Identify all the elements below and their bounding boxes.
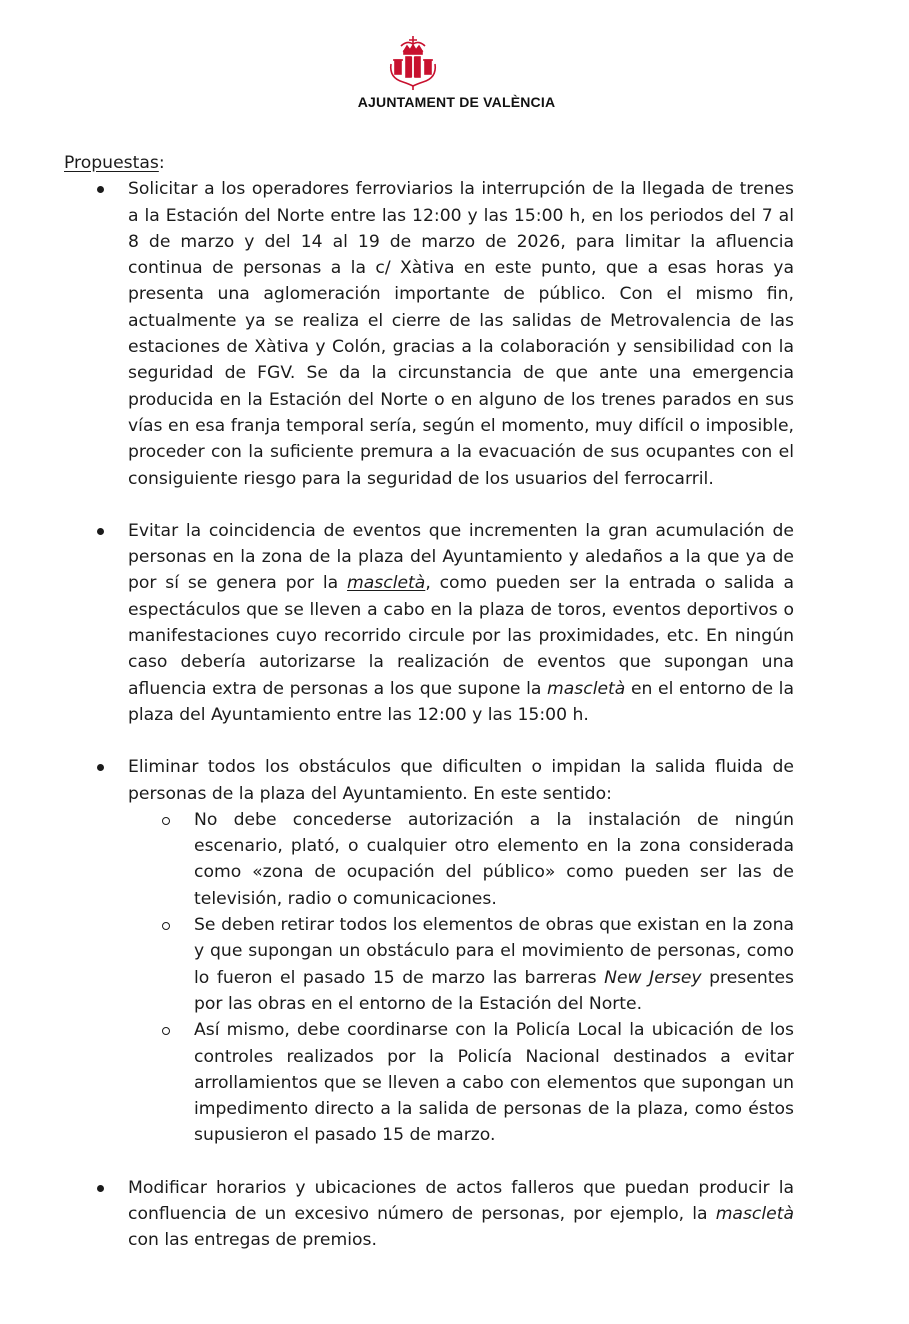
emphasis-text: mascletà (547, 678, 626, 699)
emphasis-text: New Jersey (604, 967, 702, 988)
text-run: No debe concederse autorización a la instalación de ningún escenario, plató, o cualquier otro elemento en la zona considerada como «zona de ocupación del público» como pueden ser las de televisión, radio o comunicaciones. (194, 809, 794, 909)
proposals-list (64, 176, 794, 1253)
text-run: Así mismo, debe coordinarse con la Policía Local la ubicación de los controles realizados por la Policía Nacional destinados a evitar arrollamientos que se lleven a cabo con elementos que supongan un impedimento directo a la salida de personas de la plaza, como éstos supusieron el pasado 15 de marzo. (194, 1020, 794, 1146)
text-run: Se deben retirar todos los elementos de obras que existan en la zona y que supongan un obstáculo para el movimiento de personas, como lo fueron el pasado 15 de marzo las barreras (194, 915, 794, 988)
section-title-colon: : (158, 153, 165, 173)
sub-proposals-list (64, 807, 794, 1149)
text-run: , como pueden ser la entrada o salida a espectáculos que se lleven a cabo en la plaza de toros, eventos deportivos o manifestaciones cuyo recorrido circule por las proximidades, etc. En ningún caso debería autorizarse la realización de eventos que supongan una afluencia extra de personas a los que supone la (128, 573, 794, 699)
proposal-text (128, 176, 794, 492)
sub-proposal-item (64, 1017, 794, 1148)
text-run: Solicitar a los operadores ferroviarios la interrupción de la llegada de trenes a la Estación del Norte entre las 12:00 y las 15:00 h, en los periodos del 7 al 8 de marzo y del 14 al 19 de marzo de 2026, para limitar la afluencia continua de personas a la c/ Xàtiva en este punto, que a esas horas ya presenta una aglomeración importante de público. Con el mismo fin, actualmente ya se realiza el cierre de las salidas de Metrovalencia de las estaciones de Xàtiva y Colón, gracias a la colaboración y sensibilidad con la seguridad de FGV. Se da la circunstancia de que ante una emergencia producida en la Estación del Norte o en alguno de los trenes parados en sus vías en esa franja temporal sería, según el momento, muy difícil o imposible, proceder con la suficiente premura a la evacuación de sus ocupantes con el consiguiente riesgo para la seguridad de los usuarios del ferrocarril. (128, 179, 794, 489)
sub-proposal-item (64, 912, 794, 1017)
proposal-item (64, 176, 794, 492)
hollow-bullet-icon (162, 807, 172, 833)
hollow-bullet-icon (162, 1017, 172, 1043)
text-run: en el entorno de la plaza del Ayuntamiento entre las 12:00 y las 15:00 h. (128, 678, 794, 725)
emphasis-underlined (347, 573, 425, 593)
bullet-icon (97, 754, 105, 780)
emphasis-text: mascletà (715, 1203, 794, 1224)
proposal-text (128, 1175, 794, 1254)
text-run: presentes por las obras en el entorno de la Estación del Norte. (194, 967, 794, 1014)
organization-name: AJUNTAMENT DE VALÈNCIA (357, 94, 556, 110)
hollow-bullet-icon (162, 912, 172, 938)
text-run: Eliminar todos los obstáculos que dificulten o impidan la salida fluida de personas de la plaza del Ayuntamiento. En este sentido: (128, 757, 794, 804)
bullet-icon (97, 518, 105, 544)
sub-proposal-text (194, 912, 794, 1017)
proposal-text (128, 754, 794, 807)
city-coat-of-arms-icon (383, 34, 443, 92)
document-body (64, 150, 794, 1254)
text-run: con las entregas de premios. (128, 1230, 377, 1251)
text-run: Modificar horarios y ubicaciones de actos falleros que puedan producir la confluencia de un excesivo número de personas, por ejemplo, la (128, 1177, 794, 1224)
proposal-text (128, 518, 794, 728)
proposal-item (64, 518, 794, 728)
sub-proposal-item (64, 807, 794, 912)
section-title (64, 150, 794, 176)
proposal-item (64, 1175, 794, 1254)
sub-proposal-text (194, 1017, 794, 1148)
sub-proposal-text (194, 807, 794, 912)
emphasis-text: mascletà (347, 573, 426, 594)
document-header (0, 0, 909, 120)
bullet-icon (97, 176, 105, 202)
text-run: Evitar la coincidencia de eventos que incrementen la gran acumulación de personas en la zona de la plaza del Ayuntamiento y aledaños a la que ya de por sí se genera por la (128, 520, 794, 594)
proposal-item (64, 754, 794, 1148)
bullet-icon (97, 1175, 105, 1201)
section-title-text: Propuestas (64, 153, 159, 173)
